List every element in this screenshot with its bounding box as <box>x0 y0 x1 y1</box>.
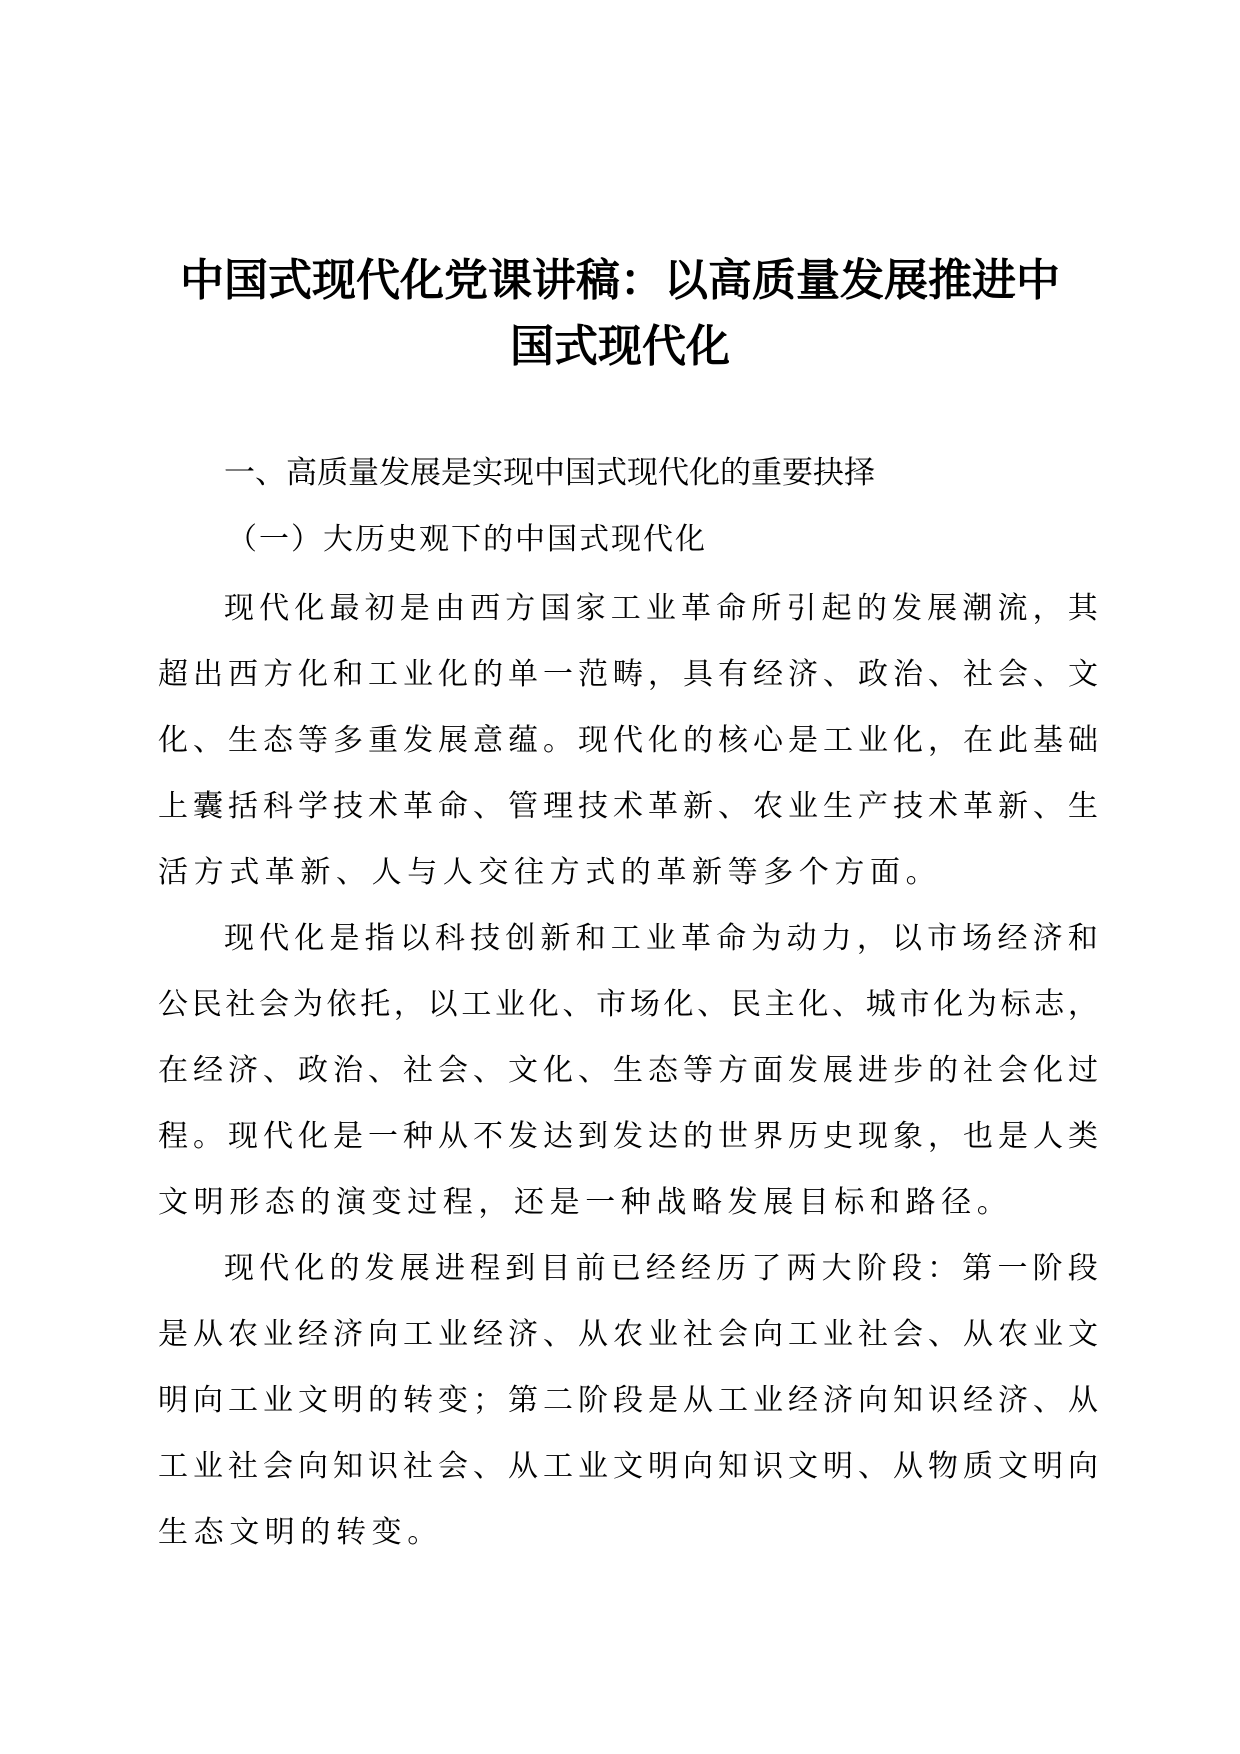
paragraph-line: 超 出 西 方 化 和 工 业 化 的 单 一 范 畴 ， 具 有 经 济 、 政 治 、 社 会 、 文 <box>158 657 1098 692</box>
paragraph-line: 现 代 化 的 发 展 进 程 到 目 前 已 经 经 历 了 两 大 阶 段 ： 第 一 阶 段 <box>224 1251 1098 1286</box>
document-title <box>150 248 1090 380</box>
paragraph-2 <box>158 906 1098 1236</box>
subsection-heading: （一）大历史观下的中国式现代化 <box>227 522 707 557</box>
paragraph-line: 在 经 济 、 政 治 、 社 会 、 文 化 、 生 态 等 方 面 发 展 进 步 的 社 会 化 过 <box>158 1053 1098 1088</box>
paragraph-line: 文明形态的演变过程，还是一种战略发展目标和路径。 <box>158 1185 1013 1220</box>
section-heading: 一、高质量发展是实现中国式现代化的重要抉择 <box>224 455 875 491</box>
paragraph-line: 工 业 社 会 向 知 识 社 会 、 从 工 业 文 明 向 知 识 文 明 、 从 物 质 文 明 向 <box>158 1449 1098 1484</box>
paragraph-3 <box>158 1236 1098 1566</box>
paragraph-line: 现 代 化 最 初 是 由 西 方 国 家 工 业 革 命 所 引 起 的 发 展 潮 流 ， 其 <box>224 591 1098 626</box>
paragraph-line: 上 囊 括 科 学 技 术 革 命 、 管 理 技 术 革 新 、 农 业 生 产 技 术 革 新 、 生 <box>158 789 1098 824</box>
paragraph-line: 明 向 工 业 文 明 的 转 变 ； 第 二 阶 段 是 从 工 业 经 济 向 知 识 经 济 、 从 <box>158 1383 1098 1418</box>
paragraph-line: 程 。 现 代 化 是 一 种 从 不 发 达 到 发 达 的 世 界 历 史 现 象 ， 也 是 人 类 <box>158 1119 1098 1154</box>
paragraph-line: 化 、 生 态 等 多 重 发 展 意 蕴 。 现 代 化 的 核 心 是 工 业 化 ， 在 此 基 础 <box>158 723 1098 758</box>
paragraph-line: 公 民 社 会 为 依 托 ， 以 工 业 化 、 市 场 化 、 民 主 化 、 城 市 化 为 标 志 ， <box>158 987 1098 1022</box>
paragraph-line: 是 从 农 业 经 济 向 工 业 经 济 、 从 农 业 社 会 向 工 业 社 会 、 从 农 业 文 <box>158 1317 1098 1352</box>
paragraph-line: 生态文明的转变。 <box>158 1515 443 1550</box>
title-line-1: 中国式现代化党课讲稿：以高质量发展推进中 <box>180 255 1060 306</box>
paragraph-line: 活方式革新、人与人交往方式的革新等多个方面。 <box>158 855 942 890</box>
paragraph-line: 现 代 化 是 指 以 科 技 创 新 和 工 业 革 命 为 动 力 ， 以 市 场 经 济 和 <box>224 921 1098 956</box>
title-line-2: 国式现代化 <box>510 321 730 372</box>
paragraph-1 <box>158 576 1098 906</box>
